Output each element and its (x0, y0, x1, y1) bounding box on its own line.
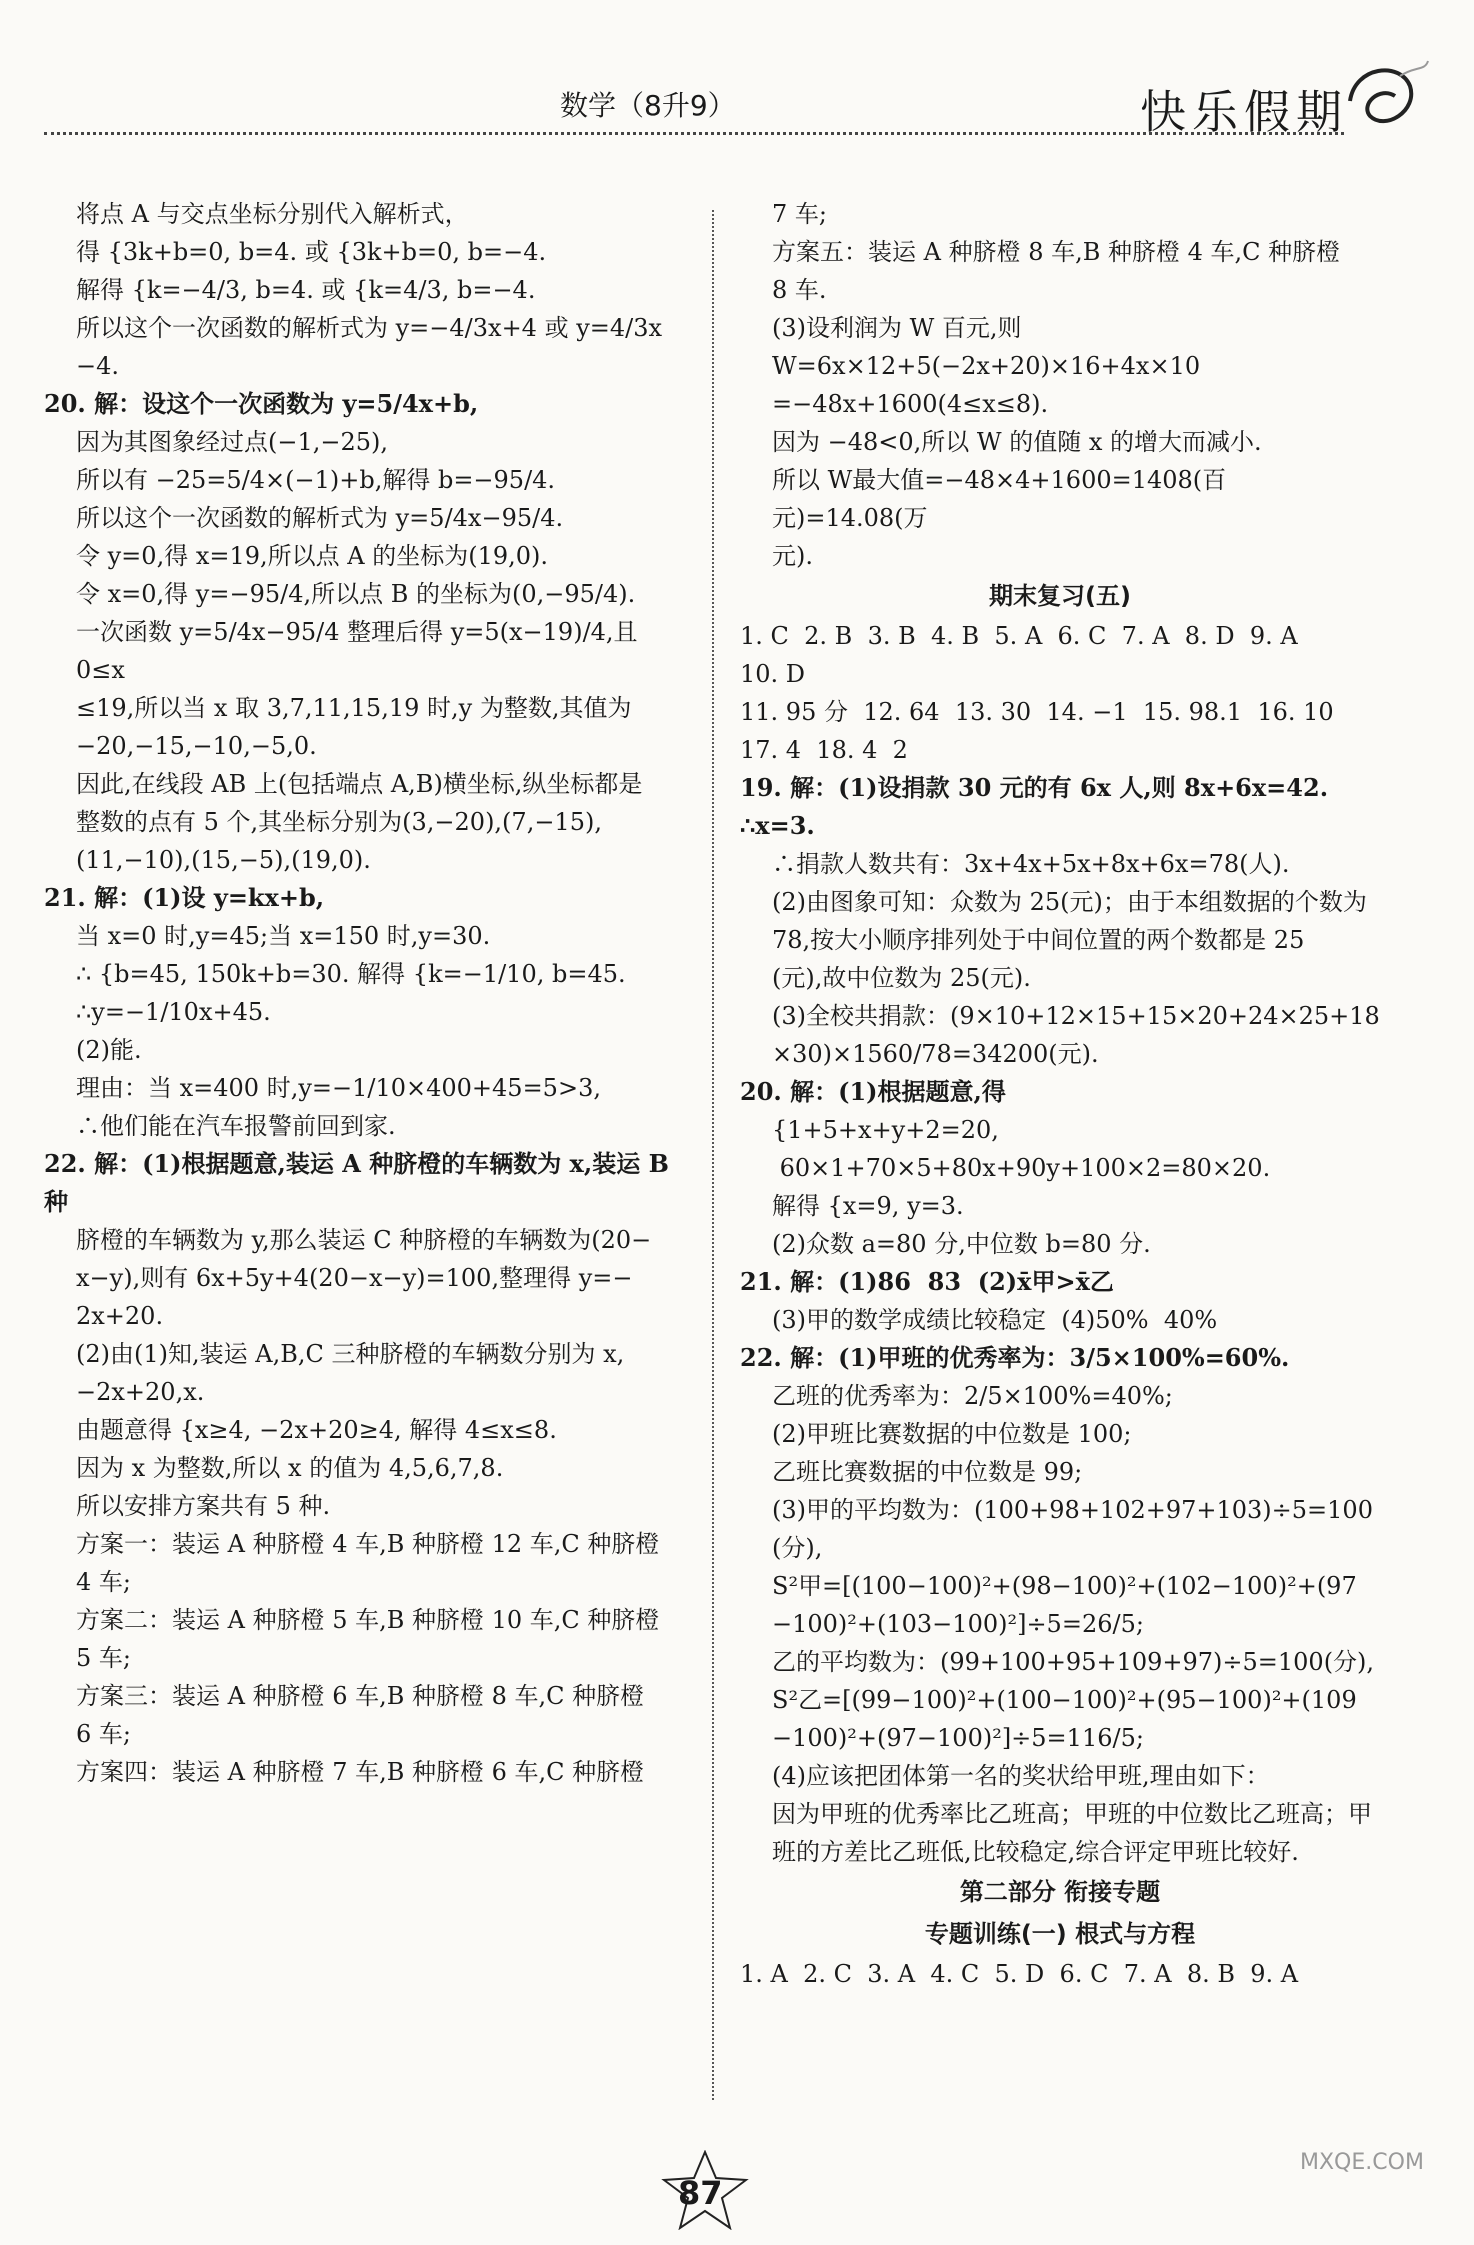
answer-line: 1. A 2. C 3. A 4. C 5. D 6. C 7. A 8. B 9. A (740, 1960, 1299, 1988)
answer-line: 所以有 −25=5/4×(−1)+b,解得 b=−95/4. (76, 466, 556, 494)
answer-line: 由题意得 {x≥4, −2x+20≥4, 解得 4≤x≤8. (76, 1416, 557, 1444)
answer-line: −4. (76, 352, 120, 380)
answer-line: W=6x×12+5(−2x+20)×16+4x×10 (772, 352, 1201, 380)
section-heading: 专题训练(一) 根式与方程 (924, 1920, 1196, 1948)
section-heading: 期末复习(五) (989, 582, 1131, 610)
header-brand: 快乐假期 (1140, 85, 1348, 139)
answer-line: (3)甲的平均数为：(100+98+102+97+103)÷5=100 (772, 1496, 1373, 1524)
section-heading: 第二部分 衔接专题 (959, 1878, 1161, 1906)
answer-line: 11. 95 分 12. 64 13. 30 14. −1 15. 98.1 16. 10 (740, 698, 1334, 726)
answer-line: (3)全校共捐款：(9×10+12×15+15×20+24×25+18 (772, 1002, 1380, 1030)
answer-line: 因此,在线段 AB 上(包括端点 A,B)横坐标,纵坐标都是 (76, 770, 643, 798)
answer-line: 乙班的优秀率为：2/5×100%=40%; (772, 1382, 1173, 1410)
answer-line: (2)甲班比赛数据的中位数是 100; (772, 1420, 1132, 1448)
answer-line: 令 x=0,得 y=−95/4,所以点 B 的坐标为(0,−95/4). (76, 580, 636, 608)
answer-line: 理由：当 x=400 时,y=−1/10×400+45=5>3, (76, 1074, 601, 1102)
answer-line: 解得 {k=−4/3, b=4. 或 {k=4/3, b=−4. (76, 276, 536, 304)
answer-line: 方案一：装运 A 种脐橙 4 车,B 种脐橙 12 车,C 种脐橙 (76, 1530, 660, 1558)
answer-line: −20,−15,−10,−5,0. (76, 732, 317, 760)
answer-line: 所以安排方案共有 5 种. (76, 1492, 331, 1520)
header-divider (44, 132, 1344, 135)
answer-line: 1. C 2. B 3. B 4. B 5. A 6. C 7. A 8. D 9. A (740, 622, 1298, 650)
answer-line: 乙班比赛数据的中位数是 99; (772, 1458, 1083, 1486)
answer-line: ∴他们能在汽车报警前回到家. (76, 1112, 396, 1140)
answer-line: 78,按大小顺序排列处于中间位置的两个数都是 25 (772, 926, 1305, 954)
answer-line: 2x+20. (76, 1302, 164, 1330)
header-subject: 数学（8升9） (560, 89, 736, 122)
answer-line: 60×1+70×5+80x+90y+100×2=80×20. (772, 1154, 1271, 1182)
brand-logo-icon (1340, 56, 1430, 136)
answer-line: (分), (772, 1534, 823, 1562)
answer-line: 方案三：装运 A 种脐橙 6 车,B 种脐橙 8 车,C 种脐橙 (76, 1682, 645, 1710)
answer-line: =−48x+1600(4≤x≤8). (772, 390, 1049, 418)
answer-line: 将点 A 与交点坐标分别代入解析式， (76, 200, 469, 228)
answer-line: 班的方差比乙班低,比较稳定,综合评定甲班比较好. (772, 1838, 1299, 1866)
answer-line: (2)能. (76, 1036, 142, 1064)
answer-line: ×30)×1560/78=34200(元). (772, 1040, 1099, 1068)
answer-line: 20. 解：(1)根据题意,得 (740, 1077, 1006, 1106)
answer-line: (3)设利润为 W 百元,则 (772, 314, 1022, 342)
answer-line: 元). (772, 542, 813, 570)
answer-line: 令 y=0,得 x=19,所以点 A 的坐标为(19,0). (76, 542, 549, 570)
answer-line: 8 车. (772, 276, 827, 304)
answer-line: −100)²+(103−100)²]÷5=26/5; (772, 1610, 1144, 1638)
answer-line: (元),故中位数为 25(元). (772, 964, 1031, 992)
answer-line: 所以 W最大值=−48×4+1600=1408(百元)=14.08(万 (772, 466, 1227, 532)
answer-line: 因为其图象经过点(−1,−25), (76, 428, 389, 456)
answer-line: (4)应该把团体第一名的奖状给甲班,理由如下： (772, 1762, 1270, 1790)
answer-line: (2)由(1)知,装运 A,B,C 三种脐橙的车辆数分别为 x, (76, 1340, 625, 1368)
column-divider (712, 210, 714, 2100)
answer-line: 方案五：装运 A 种脐橙 8 车,B 种脐橙 4 车,C 种脐橙 (772, 238, 1341, 266)
answer-line: {1+5+x+y+2=20, (772, 1116, 999, 1144)
answer-line: S²乙=[(99−100)²+(100−100)²+(95−100)²+(109 (772, 1686, 1357, 1714)
answer-line: 5 车; (76, 1644, 131, 1672)
page-number: 87 (678, 2174, 723, 2212)
answer-line: (3)甲的数学成绩比较稳定 (4)50% 40% (772, 1306, 1218, 1334)
answer-line: ∴ {b=45, 150k+b=30. 解得 {k=−1/10, b=45. ∴y=−1/10x+45. (76, 960, 634, 1026)
answer-line: 22. 解：(1)根据题意,装运 A 种脐橙的车辆数为 x,装运 B 种 (44, 1149, 678, 1216)
answer-line: ∴捐款人数共有：3x+4x+5x+8x+6x=78(人). (772, 850, 1290, 878)
answer-line: 方案四：装运 A 种脐橙 7 车,B 种脐橙 6 车,C 种脐橙 (76, 1758, 645, 1786)
answer-line: 所以这个一次函数的解析式为 y=5/4x−95/4. (76, 504, 564, 532)
left-column (44, 195, 694, 1791)
answer-line: ≤19,所以当 x 取 3,7,11,15,19 时,y 为整数,其值为 (76, 694, 632, 722)
answer-line: 乙的平均数为：(99+100+95+109+97)÷5=100(分), (772, 1648, 1375, 1676)
answer-line: 因为 −48<0,所以 W 的值随 x 的增大而减小. (772, 428, 1262, 456)
answer-line: 脐橙的车辆数为 y,那么装运 C 种脐橙的车辆数为(20− (76, 1226, 652, 1254)
answer-line: 因为 x 为整数,所以 x 的值为 4,5,6,7,8. (76, 1454, 504, 1482)
answer-line: 解得 {x=9, y=3. (772, 1192, 964, 1220)
answer-line: (11,−10),(15,−5),(19,0). (76, 846, 371, 874)
answer-line: 17. 4 18. 4 2 (740, 736, 908, 764)
page-header (0, 0, 1474, 140)
answer-line: 4 车; (76, 1568, 131, 1596)
answer-line: 22. 解：(1)甲班的优秀率为：3/5×100%=60%. (740, 1343, 1290, 1372)
answer-line: 21. 解：(1)86 83 (2)x̄甲>x̄乙 (740, 1267, 1114, 1296)
answer-line: 7 车; (772, 200, 827, 228)
answer-line: (2)由图象可知：众数为 25(元)；由于本组数据的个数为 (772, 888, 1367, 916)
answer-line: 整数的点有 5 个,其坐标分别为(3,−20),(7,−15), (76, 808, 602, 836)
answer-line: 所以这个一次函数的解析式为 y=−4/3x+4 或 y=4/3x (76, 314, 663, 342)
answer-line: 因为甲班的优秀率比乙班高；甲班的中位数比乙班高；甲 (772, 1800, 1372, 1828)
answer-line: 21. 解：(1)设 y=kx+b, (44, 883, 325, 912)
right-column (740, 195, 1380, 1993)
page-footer (660, 2150, 750, 2230)
answer-line: 20. 解：设这个一次函数为 y=5/4x+b, (44, 389, 479, 418)
watermark: MXQE.COM (1300, 2150, 1424, 2175)
answer-line: 6 车; (76, 1720, 131, 1748)
answer-line: (2)众数 a=80 分,中位数 b=80 分. (772, 1230, 1151, 1258)
answer-line: 19. 解：(1)设捐款 30 元的有 6x 人,则 8x+6x=42. ∴x=3. (740, 773, 1337, 840)
answer-line: x−y),则有 6x+5y+4(20−x−y)=100,整理得 y=− (76, 1264, 633, 1292)
answer-line: S²甲=[(100−100)²+(98−100)²+(102−100)²+(97 (772, 1572, 1357, 1600)
answer-line: −2x+20,x. (76, 1378, 205, 1406)
answer-line: 当 x=0 时,y=45;当 x=150 时,y=30. (76, 922, 491, 950)
answer-line: 方案二：装运 A 种脐橙 5 车,B 种脐橙 10 车,C 种脐橙 (76, 1606, 660, 1634)
answer-line: −100)²+(97−100)²]÷5=116/5; (772, 1724, 1144, 1752)
answer-line: 得 {3k+b=0, b=4. 或 {3k+b=0, b=−4. (76, 238, 547, 266)
answer-line: 一次函数 y=5/4x−95/4 整理后得 y=5(x−19)/4,且 0≤x (76, 618, 646, 684)
answer-line: 10. D (740, 660, 806, 688)
